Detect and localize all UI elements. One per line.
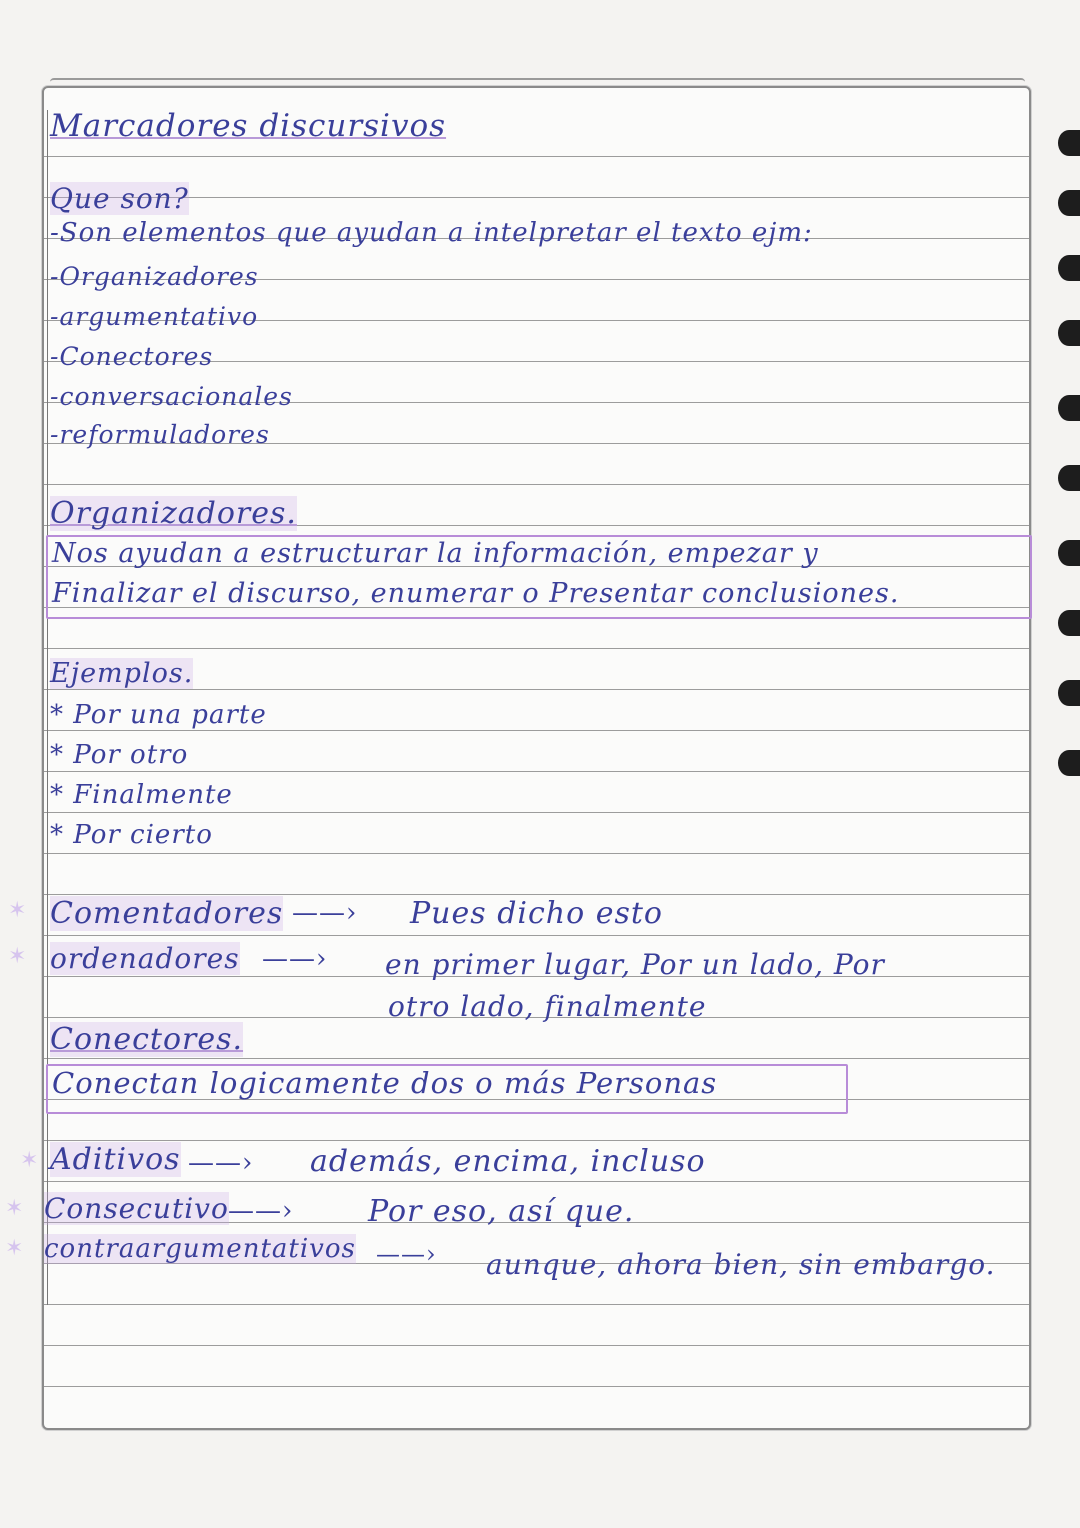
ejemplo-item: * Por una parte [50, 700, 267, 730]
question-heading: Que son? [50, 182, 189, 215]
ruled-line [44, 812, 1029, 813]
ruled-line [44, 1345, 1029, 1346]
binder-hole-icon [1058, 255, 1080, 281]
conector-value: además, encima, incluso [310, 1144, 706, 1179]
ejemplo-item: * Por otro [50, 740, 189, 770]
ruled-line [44, 935, 1029, 936]
ruled-line [44, 730, 1029, 731]
arrow-icon: ——› [376, 1240, 437, 1268]
arrow-icon: ——› [188, 1148, 254, 1178]
ruled-line [44, 1386, 1029, 1387]
conector-value: aunque, ahora bien, sin embargo. [486, 1248, 996, 1281]
binder-hole-icon [1058, 190, 1080, 216]
ruled-line [44, 771, 1029, 772]
ordenadores-label: ordenadores [50, 942, 240, 975]
ruled-line [44, 648, 1029, 649]
ruled-line [44, 1140, 1029, 1141]
binder-hole-icon [1058, 540, 1080, 566]
star-icon: ✶ [20, 1148, 39, 1173]
type-item: -reformuladores [50, 420, 270, 449]
type-item: -Conectores [50, 342, 214, 371]
page-title: Marcadores discursivos [50, 108, 447, 144]
ejemplo-item: * Por cierto [50, 820, 213, 850]
binder-hole-icon [1058, 395, 1080, 421]
conector-value: Por eso, así que. [368, 1194, 635, 1229]
arrow-icon: ——› [228, 1196, 294, 1226]
star-icon: ✶ [5, 1196, 24, 1221]
type-item: -conversacionales [50, 382, 293, 411]
ruled-line [44, 1058, 1029, 1059]
binder-hole-icon [1058, 130, 1080, 156]
ruled-line [44, 197, 1029, 198]
ruled-line [44, 484, 1029, 485]
arrow-icon: ——› [262, 944, 328, 974]
binder-hole-icon [1058, 320, 1080, 346]
binder-hole-icon [1058, 610, 1080, 636]
type-item: -argumentativo [50, 302, 259, 331]
ordenadores-value-cont: otro lado, finalmente [388, 990, 707, 1023]
type-item: -Organizadores [50, 262, 259, 291]
binder-hole-icon [1058, 750, 1080, 776]
organizadores-definition-line: Nos ayudan a estructurar la información, empezar y [52, 538, 819, 569]
arrow-icon: ——› [292, 898, 358, 928]
ejemplo-item: * Finalmente [50, 780, 233, 810]
comentadores-label: Comentadores [50, 896, 284, 931]
ruled-line [44, 156, 1029, 157]
conectores-heading: Conectores. [50, 1022, 244, 1057]
organizadores-definition-line: Finalizar el discurso, enumerar o Presentar conclusiones. [52, 578, 900, 609]
binder-hole-icon [1058, 680, 1080, 706]
conector-label: Consecutivo [44, 1192, 229, 1225]
star-icon: ✶ [8, 944, 27, 969]
ruled-line [44, 689, 1029, 690]
conector-label: Aditivos [50, 1142, 181, 1177]
comentadores-value: Pues dicho esto [410, 896, 663, 931]
conectores-definition: Conectan logicamente dos o más Personas [52, 1066, 718, 1100]
ruled-line [44, 853, 1029, 854]
binder-hole-icon [1058, 465, 1080, 491]
star-icon: ✶ [8, 898, 27, 923]
ejemplos-heading: Ejemplos. [50, 658, 194, 689]
ordenadores-value: en primer lugar, Por un lado, Por [385, 948, 885, 981]
organizadores-heading: Organizadores. [50, 496, 297, 531]
page-top-edge [50, 78, 1025, 86]
definition-line: -Son elementos que ayudan a intelpretar el texto ejm: [50, 218, 813, 248]
margin-line [47, 110, 48, 1305]
star-icon: ✶ [5, 1236, 24, 1261]
ruled-line [44, 1181, 1029, 1182]
conector-label: contraargumentativos [44, 1234, 356, 1264]
ruled-line [44, 1304, 1029, 1305]
ruled-line [44, 894, 1029, 895]
